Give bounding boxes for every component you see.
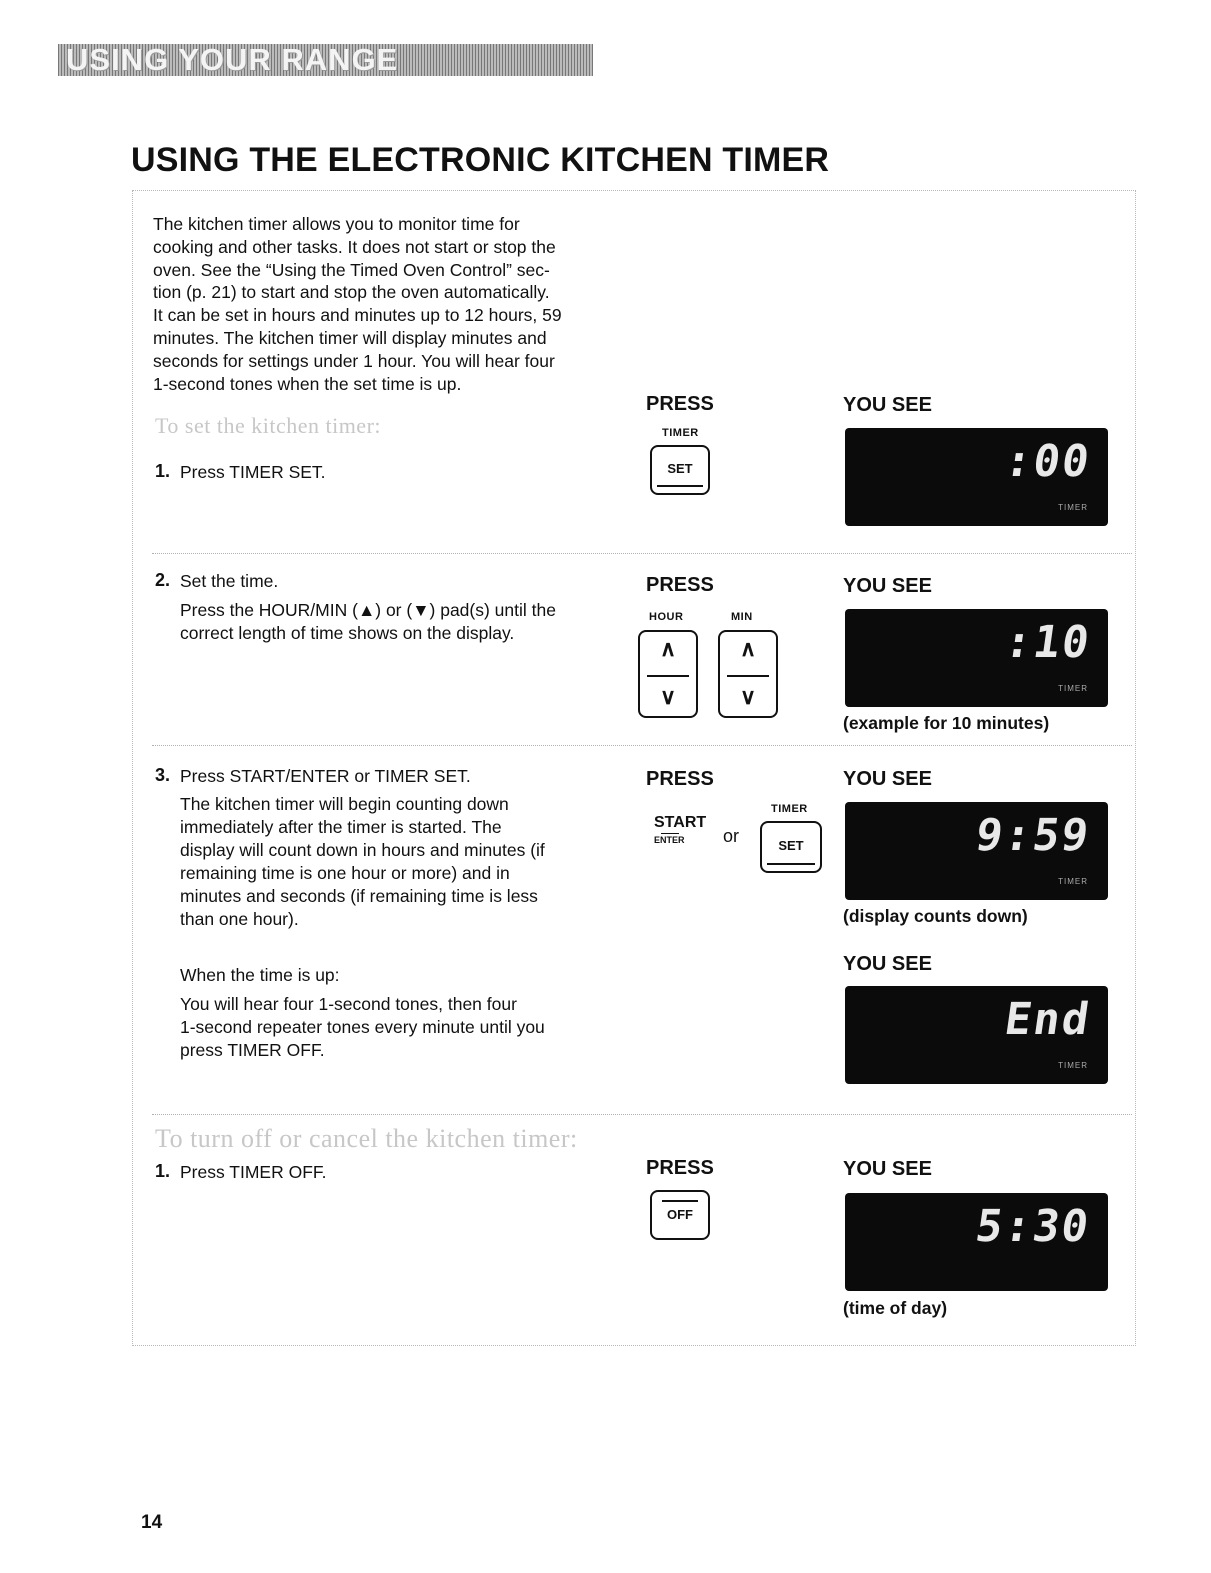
intro-paragraph (153, 213, 633, 395)
section-banner-text: USING YOUR RANGE (66, 42, 399, 77)
start-enter-pad[interactable] (654, 814, 706, 845)
timer-set-pad[interactable] (760, 821, 822, 873)
display-timer-label: TIMER (1058, 1061, 1088, 1070)
display-timer-label: TIMER (1058, 503, 1088, 512)
hour-pad[interactable] (638, 630, 698, 718)
you-see-heading: YOU SEE (843, 1158, 932, 1180)
time-up-detail (180, 993, 620, 1062)
display-digits: End (1000, 994, 1094, 1045)
press-heading: PRESS (646, 393, 714, 415)
display-timer-label: TIMER (1058, 877, 1088, 886)
display-digits: :00 (1000, 436, 1094, 487)
intro-line: oven. See the “Using the Timed Oven Control” sec- (153, 259, 550, 280)
intro-line: tion (p. 21) to start and stop the oven automatically. (153, 282, 550, 303)
display-caption: (example for 10 minutes) (843, 713, 1050, 733)
step-detail-line: The kitchen timer will begin counting down (180, 794, 509, 814)
you-see-heading: YOU SEE (843, 768, 932, 790)
display-caption: (time of day) (843, 1298, 948, 1318)
timer-label: TIMER (771, 803, 808, 815)
chevron-up-icon[interactable]: ∧ (739, 636, 757, 661)
timer-off-pad[interactable] (650, 1190, 710, 1240)
you-see-heading: YOU SEE (843, 953, 932, 975)
timer-label: TIMER (662, 427, 699, 439)
divider (152, 745, 1132, 746)
step-text: Press START/ENTER or TIMER SET. (180, 766, 471, 786)
chevron-up-icon[interactable]: ∧ (659, 636, 677, 661)
press-heading: PRESS (646, 574, 714, 596)
hour-label: HOUR (649, 611, 684, 623)
clock-display (845, 1193, 1108, 1291)
step-text: Press TIMER SET. (180, 462, 326, 482)
intro-line: cooking and other tasks. It does not start or stop the (153, 236, 556, 257)
step-number: 3. (155, 765, 171, 785)
step-number: 2. (155, 570, 171, 590)
pad-divider (727, 675, 769, 677)
page-number: 14 (141, 1512, 163, 1533)
pad-underline (767, 863, 815, 865)
pad-key-label: SET (778, 838, 804, 853)
start-label: START (654, 814, 707, 831)
display-digits: 5:30 (972, 1201, 1094, 1252)
step-text: Set the time. (180, 571, 279, 591)
intro-line: 1-second tones when the set time is up. (153, 373, 462, 394)
divider (152, 1114, 1132, 1115)
timer-set-pad[interactable] (650, 445, 710, 495)
timer-display (845, 428, 1108, 526)
intro-line: It can be set in hours and minutes up to 12 hours, 59 (153, 305, 562, 326)
pad-key-label: SET (667, 461, 693, 476)
step-detail (180, 793, 620, 931)
step-detail-line: immediately after the timer is started. The (180, 817, 502, 837)
min-label: MIN (731, 611, 753, 623)
display-caption: (display counts down) (843, 906, 1028, 926)
set-timer-heading: To set the kitchen timer: (155, 413, 382, 438)
pad-overline (662, 1200, 698, 1202)
section-banner (58, 44, 593, 76)
intro-line: minutes. The kitchen timer will display minutes and (153, 327, 547, 348)
step-text: Press TIMER OFF. (180, 1162, 327, 1182)
min-pad[interactable] (718, 630, 778, 718)
pad-underline (661, 833, 679, 834)
timer-display (845, 609, 1108, 707)
pad-underline (657, 485, 703, 487)
cancel-timer-heading: To turn off or cancel the kitchen timer: (155, 1124, 578, 1153)
you-see-heading: YOU SEE (843, 575, 932, 597)
step-detail-line: correct length of time shows on the display. (180, 623, 515, 643)
display-digits: 9:59 (972, 810, 1094, 861)
step-detail-line: than one hour). (180, 909, 299, 929)
intro-line: The kitchen timer allows you to monitor time for (153, 214, 520, 234)
step-number: 1. (155, 1161, 171, 1181)
pad-divider (647, 675, 689, 677)
step-detail-line: Press the HOUR/MIN (▲) or (▼) pad(s) until the (180, 600, 556, 620)
step-detail-line: remaining time is one hour or more) and in (180, 863, 510, 883)
enter-label: ENTER (654, 835, 685, 845)
page-title: USING THE ELECTRONIC KITCHEN TIMER (131, 141, 830, 179)
pad-key-label: OFF (667, 1207, 693, 1222)
divider (152, 553, 1132, 554)
display-digits: :10 (1000, 617, 1094, 668)
step-number: 1. (155, 461, 171, 481)
press-heading: PRESS (646, 768, 714, 790)
timer-display (845, 986, 1108, 1084)
display-timer-label: TIMER (1058, 684, 1088, 693)
time-up-line: 1-second repeater tones every minute until you (180, 1017, 545, 1037)
time-up-line: press TIMER OFF. (180, 1040, 325, 1060)
press-heading: PRESS (646, 1157, 714, 1179)
or-label: or (723, 826, 740, 846)
step-detail-line: display will count down in hours and minutes (if (180, 840, 545, 860)
time-up-heading: When the time is up: (180, 965, 340, 985)
step-detail-line: minutes and seconds (if remaining time is less (180, 886, 538, 906)
time-up-line: You will hear four 1-second tones, then four (180, 994, 517, 1014)
timer-display (845, 802, 1108, 900)
chevron-down-icon[interactable]: ∨ (659, 684, 677, 709)
you-see-heading: YOU SEE (843, 394, 932, 416)
intro-line: seconds for settings under 1 hour. You will hear four (153, 350, 555, 371)
chevron-down-icon[interactable]: ∨ (739, 684, 757, 709)
